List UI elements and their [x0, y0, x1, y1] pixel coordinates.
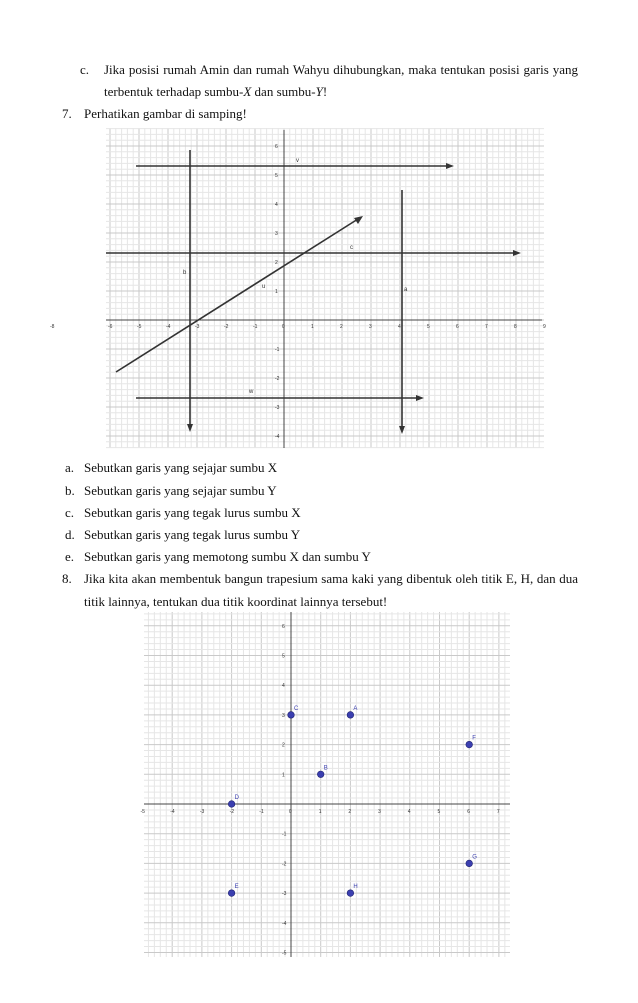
x-tick-label: 3 [378, 809, 381, 815]
q6c-line2 [104, 84, 327, 100]
q7-graph [50, 128, 546, 448]
x-tick-label: -3 [199, 809, 205, 815]
q7-item-marker: b. [65, 483, 75, 498]
x-tick-label: 5 [437, 809, 441, 815]
y-tick-label: -1 [282, 831, 287, 838]
q6c-line2-post: ! [322, 84, 328, 99]
y-tick-label: 4 [275, 202, 278, 208]
x-tick-label: -4 [170, 809, 175, 815]
x-tick-label: 2 [348, 809, 352, 815]
x-tick-label: 8 [514, 324, 517, 330]
x-tick-label: -3 [195, 324, 200, 330]
x-tick-label: -1 [253, 324, 258, 330]
label-w: w [249, 389, 254, 395]
point-a [347, 712, 354, 719]
q7-number: 7. [62, 106, 72, 121]
point-b [317, 771, 324, 778]
q6c-line2-pre: terbentuk terhadap sumbu- [104, 84, 244, 99]
q7-item-marker: d. [65, 527, 75, 542]
point-label-h: H [353, 884, 358, 891]
q7-item-text: Sebutkan garis yang memotong sumbu X dan sumbu Y [84, 549, 371, 564]
point-f [466, 741, 473, 748]
q6c-line2-y: Y [315, 84, 323, 99]
point-label-d: D [234, 795, 239, 801]
y-tick-label: -5 [282, 950, 287, 957]
q8-line2: titik lainnya, tentukan dua titik koordinat lainnya tersebut! [84, 594, 388, 609]
x-tick-label: -2 [229, 809, 235, 815]
y-tick-label: 6 [275, 144, 278, 150]
y-tick-label: 3 [275, 231, 278, 237]
y-tick-label: -4 [282, 920, 287, 927]
y-tick-label: 2 [275, 260, 278, 266]
x-tick-label: 1 [311, 324, 314, 330]
point-h [347, 890, 354, 897]
x-tick-label: 4 [407, 809, 411, 815]
label-c: c [350, 245, 353, 251]
x-tick-label: 5 [427, 324, 430, 330]
x-tick-label: -8 [50, 324, 55, 330]
label-u: u [262, 284, 266, 290]
y-tick-label: -3 [282, 891, 287, 898]
y-tick-label: 1 [282, 772, 285, 779]
y-tick-label: 6 [282, 623, 285, 630]
x-tick-label: 4 [398, 324, 401, 330]
q7-item-marker: a. [65, 460, 75, 475]
line-u-arrow [354, 216, 363, 224]
q8-graph-svg [140, 612, 510, 957]
x-tick-label: 7 [496, 809, 500, 815]
q8-line1: Jika kita akan membentuk bangun trapesium sama kaki yang dibentuk oleh titik E, H, dan dua [84, 571, 578, 586]
y-tick-label: -4 [275, 434, 280, 440]
y-tick-label: 4 [282, 683, 285, 690]
label-b: b [183, 270, 187, 276]
q7-item-text: Sebutkan garis yang tegak lurus sumbu Y [84, 527, 301, 542]
y-tick-label: 3 [282, 712, 285, 719]
q7-item-text: Sebutkan garis yang tegak lurus sumbu X [84, 505, 301, 520]
x-tick-label: -5 [137, 324, 142, 330]
label-v: v [296, 158, 299, 164]
x-tick-label: 6 [456, 324, 459, 330]
x-tick-label: 6 [467, 809, 470, 815]
x-tick-label: 9 [543, 324, 546, 330]
x-tick-label: 1 [318, 809, 322, 815]
y-tick-label: -2 [275, 376, 280, 382]
point-label-e: E [234, 884, 239, 891]
q8-number: 8. [62, 571, 72, 586]
y-tick-label: 2 [282, 742, 285, 749]
point-label-c: C [294, 705, 299, 712]
line-b-arrow [187, 424, 193, 432]
q7-item-text: Sebutkan garis yang sejajar sumbu X [84, 460, 278, 475]
x-tick-label: -2 [224, 324, 229, 330]
q7-graph-svg [50, 128, 546, 448]
q7-text: Perhatikan gambar di samping! [84, 106, 247, 121]
point-label-a: A [353, 705, 358, 712]
label-a: a [404, 287, 408, 293]
point-label-f: F [472, 735, 476, 742]
x-tick-label: 0 [282, 324, 285, 330]
q6c-marker: c. [80, 62, 90, 77]
x-tick-label: -1 [259, 809, 264, 815]
y-tick-label: 5 [282, 653, 285, 660]
q6c-line1: Jika posisi rumah Amin dan rumah Wahyu dihubungkan, maka tentukan posisi garis yang [104, 62, 578, 77]
x-tick-label: -6 [108, 324, 113, 330]
q6c-line2-x: X [243, 84, 252, 99]
q7-item-marker: c. [65, 505, 75, 520]
point-d [228, 801, 235, 808]
point-c [288, 712, 295, 719]
x-tick-label: -5 [140, 809, 145, 815]
x-tick-label: 0 [289, 809, 292, 815]
q7-item-text: Sebutkan garis yang sejajar sumbu Y [84, 483, 277, 498]
y-tick-label: 5 [275, 173, 278, 179]
point-g [466, 860, 473, 867]
y-tick-label: -3 [275, 405, 280, 411]
y-tick-label: -1 [275, 347, 280, 353]
y-tick-label: 1 [275, 289, 278, 295]
point-label-b: B [323, 765, 328, 772]
point-e [228, 890, 235, 897]
q6c-line2-mid: dan sumbu- [251, 84, 316, 99]
x-tick-label: -4 [166, 324, 171, 330]
q8-graph [140, 612, 510, 957]
x-tick-label: 2 [340, 324, 343, 330]
q7-item-marker: e. [65, 549, 75, 564]
y-tick-label: -2 [282, 861, 287, 868]
x-tick-label: 7 [485, 324, 488, 330]
x-tick-label: 3 [369, 324, 372, 330]
point-label-g: G [472, 854, 477, 861]
